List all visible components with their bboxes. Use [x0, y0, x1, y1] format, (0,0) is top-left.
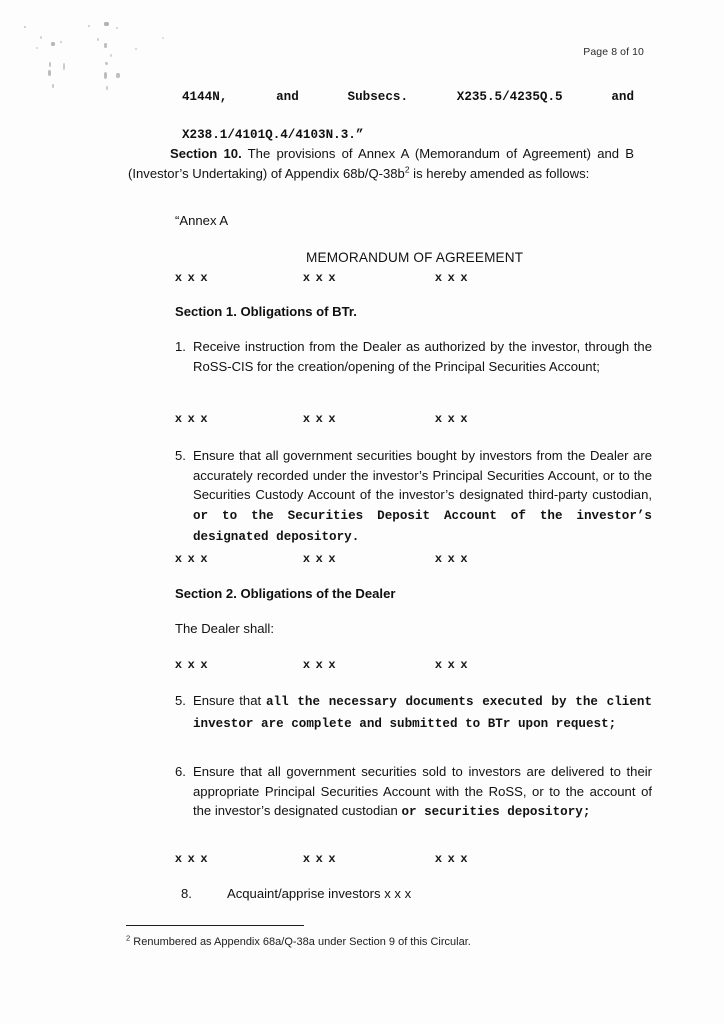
footnote-marker: 2: [126, 933, 131, 943]
list-item-text-original: Ensure that all government securities sold to investors are delivered to their appropriate Principal Securities Account with the RoSS, or to the account of the investor’s designated custodian: [193, 764, 652, 818]
xxx-marker: x x x: [303, 851, 337, 865]
section-2-heading: Section 2. Obligations of the Dealer: [175, 586, 396, 601]
xxx-marker: x x x: [303, 411, 337, 425]
list-number: 8.: [181, 886, 192, 901]
xxx-marker: x x x: [303, 551, 337, 565]
list-item-text: [193, 691, 652, 734]
list-item-text: [193, 762, 652, 823]
section-2-item-6: [175, 762, 652, 823]
section-2-lead-in: The Dealer shall:: [175, 621, 274, 636]
xxx-separator-row: [0, 657, 724, 673]
footnote-text: Renumbered as Appendix 68a/Q-38a under Section 9 of this Circular.: [130, 936, 471, 948]
section-10-text: The provisions of Annex A (Memorandum of Agreement) and B (Investor’s Undertaking) of Appendix 68b/Q-38b: [128, 146, 634, 181]
xxx-marker: x x x: [175, 551, 209, 565]
page-number: Page 8 of 10: [583, 46, 644, 58]
section-1-item-1: [175, 337, 652, 376]
section-2-item-8: [181, 886, 411, 901]
amended-citation-line-1: 4144N, and Subsecs. X235.5/4235Q.5 and: [182, 90, 634, 104]
footnote-separator-rule: [126, 925, 304, 926]
xxx-marker: x x x: [435, 551, 469, 565]
xxx-separator-row: [0, 270, 724, 286]
list-item-text-amendment: or securities depository;: [401, 805, 591, 819]
list-item-text-original: Ensure that: [193, 693, 266, 708]
section-1-heading: Section 1. Obligations of BTr.: [175, 304, 357, 319]
list-item-text-amendment: all the necessary documents executed by the client investor are complete and submitted to BTr upon request;: [193, 695, 653, 731]
xxx-marker: x x x: [303, 657, 337, 671]
xxx-separator-row: [0, 851, 724, 867]
list-item-text: [193, 446, 652, 548]
list-item-text-original: Ensure that all government securities bought by investors from the Dealer are accurately recorded under the investor’s Principal Securities Account, or to the Securities Custody Account of the investor’s designated third-party custodian,: [193, 448, 652, 502]
list-item-text: Receive instruction from the Dealer as authorized by the investor, through the RoSS-CIS for the creation/opening of the Principal Securities Account;: [193, 339, 652, 374]
section-10-text-end: is hereby amended as follows:: [409, 165, 590, 181]
xxx-marker: x x x: [175, 657, 209, 671]
list-number: 1.: [175, 339, 186, 354]
section-2-item-5: [175, 691, 653, 734]
footnote: [126, 933, 471, 948]
section-1-item-5: [175, 446, 652, 548]
xxx-marker: x x x: [175, 411, 209, 425]
xxx-separator-row: [0, 551, 724, 567]
xxx-marker: x x x: [435, 270, 469, 284]
list-item-text-amendment: or to the Securities Deposit Account of the investor’s designated depository.: [193, 508, 652, 544]
scan-noise-artifacts: [0, 0, 160, 110]
xxx-marker: x x x: [175, 851, 209, 865]
xxx-separator-row: [0, 411, 724, 427]
section-10-paragraph: [128, 144, 634, 183]
amended-citation-line-2: X238.1/4101Q.4/4103N.3.”: [182, 128, 364, 142]
amended-citation-block: [182, 88, 634, 145]
xxx-marker: x x x: [435, 411, 469, 425]
section-10-label: Section 10.: [170, 146, 242, 161]
xxx-marker: x x x: [175, 270, 209, 284]
xxx-marker: x x x: [435, 851, 469, 865]
list-number: 5.: [175, 448, 186, 463]
memorandum-of-agreement-title: MEMORANDUM OF AGREEMENT: [306, 250, 524, 265]
xxx-marker: x x x: [303, 270, 337, 284]
xxx-marker: x x x: [435, 657, 469, 671]
list-item-text: Acquaint/apprise investors x x x: [227, 886, 412, 901]
list-number: 6.: [175, 764, 186, 779]
list-number: 5.: [175, 693, 186, 708]
footnote-reference-marker: 2: [404, 164, 410, 175]
annex-a-heading: “Annex A: [175, 213, 229, 228]
